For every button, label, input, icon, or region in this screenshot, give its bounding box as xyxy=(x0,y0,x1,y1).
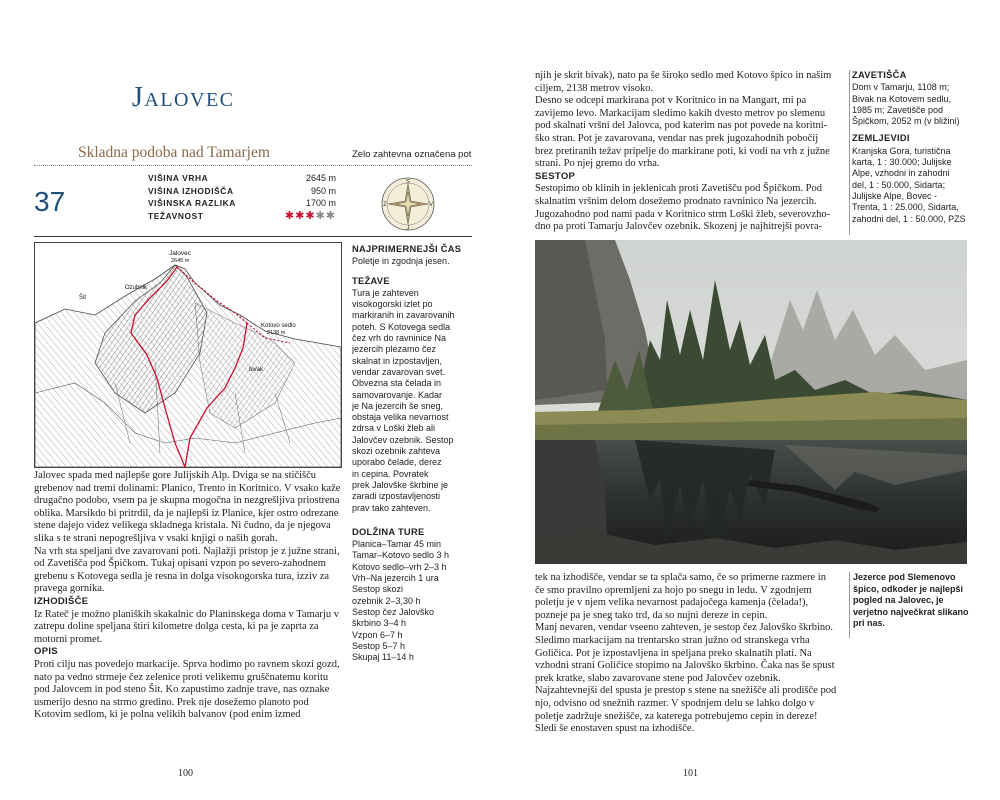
start-heading: IZHODIŠČE xyxy=(34,595,89,607)
page-title: Jalovec xyxy=(132,82,235,113)
stat-row xyxy=(148,185,336,198)
star-empty-icon: ✱ xyxy=(315,209,326,222)
page-number-right: 101 xyxy=(683,768,698,779)
page-number-left: 100 xyxy=(178,768,193,779)
dotted-rule xyxy=(34,165,472,166)
description-heading: OPIS xyxy=(34,646,58,658)
start-text: Iz Rateč je možno planiških skakalnic do Planinskega doma v Tamarju v zatrepu doline speljana štiri kilometre dolga cesta, ki pa je zaprta za motorni promet. xyxy=(34,608,339,645)
left-body xyxy=(34,470,342,722)
descent-text: Sestopimo ob klinih in jeklenicah proti Zavetišču pod Špičkom. Pod skalnatim vršnim delom dosežemo prodnato ravninico Na jezercih. Jugozahodno pod nami pada v Koritnico strm Loški žleb, severovzho-dno pa proti Tamarju Jalovčev ozebnik. Skozenj je najhitrejši povra- xyxy=(535,183,831,233)
lake-photo xyxy=(535,240,967,564)
intro-paragraph: Na vrh sta speljani dve zavarovani poti. Najlažji pristop je z južne strani, od Zavetišča pod Špičkom. Tukaj opisani vzpon po severo-zahodnem grebenu s Kotovega sedla je resna in dolga visokogorska tura, izziv za pravega gornika. xyxy=(34,545,340,595)
maps-heading: ZEMLJEVIDI xyxy=(852,133,910,144)
stats-table xyxy=(148,172,336,222)
stat-value: 950 m xyxy=(310,185,336,196)
trail-marking: Zelo zahtevna označena pot xyxy=(352,149,472,160)
intro-paragraph: Jalovec spada med najlepše gore Julijskih Alp. Dviga se na stičišču grebenov nad tremi dolinami: Planico, Trento in Koritnico. V vsako kaže drugačno podobo, vsem pa je skupna mogočna in nezgrešljiva priostrena oblika. Marsikdo bi pritrdil, da je najlepši iz Planice, kjer ostro odrezane stene dajejo videz velikega skladnega kristala. Ni čudno, da je njegova slika s te strani nepogrešljiva v vsaki knjigi o naših gorah. xyxy=(34,470,341,544)
right-sidebar xyxy=(852,70,970,225)
map-label-kotovo-alt: 2138 m xyxy=(267,330,286,336)
star-filled-icon: ✱ xyxy=(305,209,316,222)
route-sketch xyxy=(34,242,342,468)
body-paragraph: njih je skrit bivak), nato pa še široko sedlo med Kotovo špico in našim ciljem, 2138 metrov visoko. xyxy=(535,70,832,94)
body-paragraph: tek na izhodišče, vendar se ta splača samo, če so primerne razmere in če smo pravilno opremljeni za hojo po snegu in ledu. V zgodnjem poletju je v njem velika nevarnost padajočega kamenja (čelada!), pozneje pa je sneg tako trd, da so nujni dereze in cepin. xyxy=(535,572,826,621)
right-bottom-body xyxy=(535,572,837,736)
route-number: 37 xyxy=(34,186,66,217)
map-label-peak-alt: 2645 m xyxy=(171,258,190,264)
difficulty-heading: TEŽAVE xyxy=(352,275,390,286)
caption-rule xyxy=(849,572,850,638)
best-time-heading: NAJPRIMERNEJŠI ČAS xyxy=(352,244,462,254)
shelter-text: Dom v Tamarju, 1108 m; Bivak na Kotovem sedlu, 1985 m; Zavetišče pod Špičkom, 2052 m (v bližini) xyxy=(852,82,960,127)
descent-heading: SESTOP xyxy=(535,170,576,182)
map-label-bivak: bivak xyxy=(249,367,264,373)
map-label-ozubnik: Ozubnik xyxy=(125,285,148,291)
compass-w: Z xyxy=(383,202,387,208)
map-label-peak: Jalovec xyxy=(169,250,192,257)
page-subtitle: Skladna podoba nad Tamarjem xyxy=(78,144,270,161)
description-text: Proti cilju nas povedejo markacije. Sprva hodimo po ravnem skozi gozd, nato pa vedno strmeje čez zelenice proti velikemu gruščnatemu koritu pod Jalovcem in pod steno Šit. Ko zapustimo zadnje trave, nas oznake usmerijo desno na strmo gredino. Prek nje dosežemo planoto pod Kotovim sedlom, ki je polna velikih balvanov (pod enim izmed xyxy=(34,658,340,721)
compass-s: J xyxy=(406,225,410,232)
length-heading: DOLŽINA TURE xyxy=(352,526,425,537)
stat-label: VIŠINSKA RAZLIKA xyxy=(148,198,236,208)
stat-label: VIŠINA IZHODIŠČA xyxy=(148,185,234,196)
body-paragraph: Desno se odcepi markirana pot v Koritnico in na Mangart, mi pa zavijemo levo. Markacijam sledimo kakih dvesto metrov po slemenu pod skalnati vršni del Jalovca, pod katerim nas pot povede na koritni-ško stran. Pot je zavarovana, vendar nas prek jugozahodnih pobočij brez pretiranih težav pripelje do markirane poti, ki vodi na vrh z južne strani. Po njej gremo do vrha. xyxy=(535,95,830,170)
star-filled-icon: ✱ xyxy=(295,209,306,222)
left-sidebar xyxy=(352,244,474,663)
stat-value: 1700 m xyxy=(305,198,336,208)
star-empty-icon: ✱ xyxy=(325,209,336,222)
maps-text: Kranjska Gora, turistična karta, 1 : 30.000; Julijske Alpe, vzhodni in zahodni del, 1 : 50.000, Sidarta; Julijske Alpe, Bovec - Trenta, 1 : 25.000, Sidarta, zahodni del, 1 : 50.000, PZS xyxy=(852,145,966,224)
right-top-body xyxy=(535,70,837,234)
stat-label: VIŠINA VRHA xyxy=(148,173,209,183)
stat-row xyxy=(148,210,336,223)
stat-row xyxy=(148,172,336,185)
shelter-heading: ZAVETIŠČA xyxy=(852,70,907,80)
compass-e: V xyxy=(428,202,434,208)
header-rule xyxy=(34,236,472,237)
stat-value: 2645 m xyxy=(305,173,336,183)
right-sidebar-rule xyxy=(849,70,850,235)
best-time-text: Poletje in zgodnja jesen. xyxy=(352,256,450,267)
photo-caption: Jezerce pod Slemenovo špico, odkoder je najlepši pogled na Jalovec, je verjetno največkrat slikano pri nas. xyxy=(853,572,969,628)
length-text: Planica–Tamar 45 min Tamar–Kotovo sedlo 3 h Kotovo sedlo–vrh 2–3 h Vrh–Na jezercih 1 ura Sestop skozi ozebnik 2–3,30 h Sestop čez Jalovško škrbino 3–4 h Vzpon 6–7 h Sestop 5–7 h Skupaj 11–14 h xyxy=(352,539,450,663)
map-label-sit: Šit xyxy=(79,295,87,301)
map-label-kotovo: Kotovo sedlo xyxy=(261,323,296,329)
star-filled-icon: ✱ xyxy=(284,209,296,222)
stat-row xyxy=(148,197,336,210)
compass-n: S xyxy=(405,179,411,186)
stat-label: TEŽAVNOST xyxy=(148,210,204,221)
body-paragraph: Manj nevaren, vendar vseeno zahteven, je sestop čez Jalovško škrbino. Sledimo markacijam na trentarsko stran južno od stranskega vrha Goličica. Pot je izpostavljena in speljana preko skalnatih plati. Na vzhodni strani Goličice stopimo na Jalovško škrbino. Čaka nas še spust prek kratke, slabo zavarovane stene pod Jalovčev ozebnik. Najzahtevnejši del spusta je prestop s stene na snežišče ali prodišče pod njo, odvisno od snežnih razmer. V spodnjem delu se lahko dolgo v poletje zadržuje snežišče, za katerega potrebujemo cepin in dereze! Sledi še enostaven spust na izhodišče. xyxy=(535,622,837,735)
difficulty-text: Tura je zahteven visokogorski izlet po markiranih in zavarovanih poteh. S Kotovega sedla čez vrh do ravninice Na jezercih plezamo čez skalnat in izpostavljen, vendar zavarovan svet. Obvezna sta čelada in samovarovanje. Kadar je Na jezercih še sneg, obstaja velika nevarnost zdrsa v Loški žleb ali Jalovčev ozebnik. Sestop skozi ozebnik zahteva uporabo čelade, derez in cepina. Povratek prek Jalovške škrbine je zaradi izpostavljenosti prav tako zahteven. xyxy=(352,287,455,513)
compass-icon xyxy=(380,176,436,232)
difficulty-stars xyxy=(285,210,336,223)
